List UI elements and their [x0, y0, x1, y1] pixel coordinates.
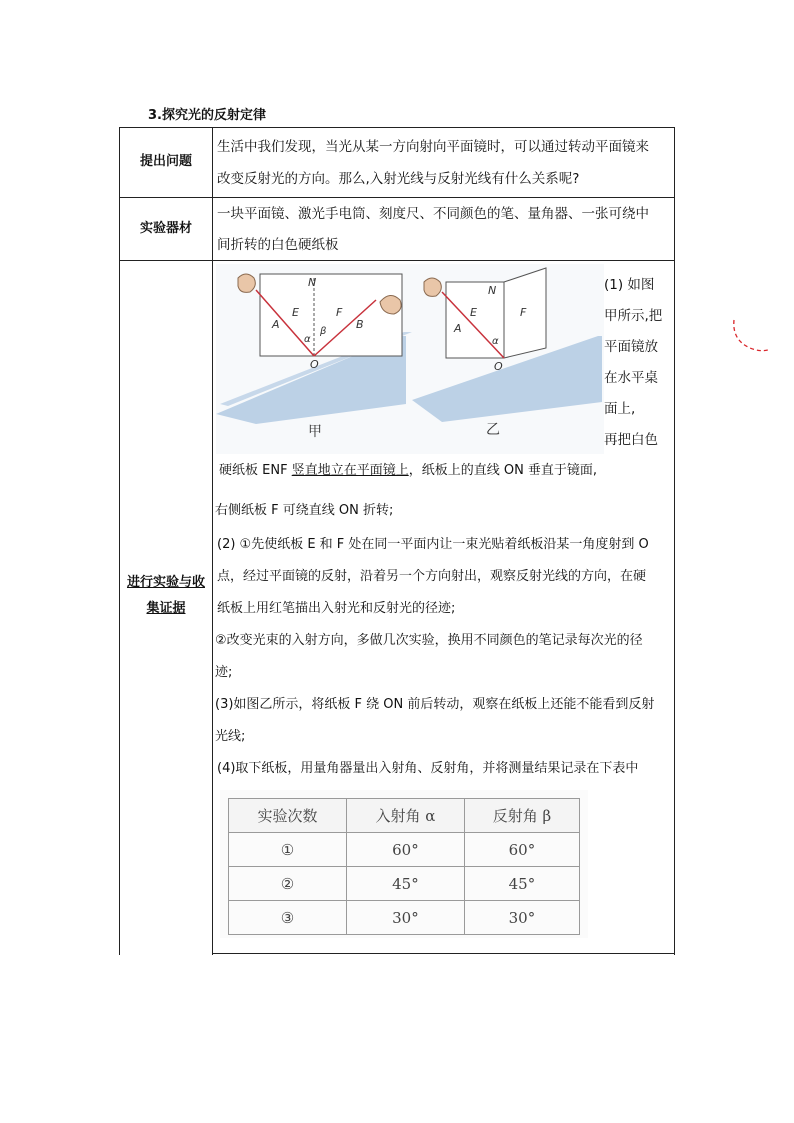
hand-left-icon	[238, 274, 255, 292]
label-N-yi: N	[488, 284, 497, 297]
table-cell: 45°	[464, 867, 579, 901]
step1-underlined: 竖直地立在平面镜上	[291, 463, 409, 478]
right-col-line: 平面镜放	[604, 339, 658, 355]
table-cell: 30°	[464, 901, 579, 935]
caption-yi: 乙	[486, 422, 500, 438]
step1-line2: 右侧纸板 F 可绕直线 ON 折转;	[215, 503, 394, 518]
section-title: 3.探究光的反射定律	[148, 108, 266, 123]
table-header: 反射角 β	[464, 799, 579, 833]
table-cell: ③	[229, 901, 347, 935]
row-label-experiment	[120, 570, 212, 622]
caption-jia: 甲	[308, 424, 322, 440]
label-O-jia: O	[310, 358, 319, 371]
row-label-materials: 实验器材	[139, 221, 192, 236]
label-N-jia: N	[308, 276, 317, 289]
materials-text-1: 一块平面镜、激光手电筒、刻度尺、不同颜色的笔、量角器、一张可绕中	[217, 206, 649, 222]
board-jia	[260, 274, 402, 356]
step2b-line1: ②改变光束的入射方向，多做几次实验，换用不同颜色的笔记录每次光的径	[215, 633, 643, 648]
experiment-label-line1: 进行实验与收	[126, 575, 205, 590]
table-cell: 60°	[347, 833, 465, 867]
label-A-yi: A	[454, 322, 462, 335]
step1-line1	[219, 454, 675, 488]
step2b-line2: 迹;	[215, 665, 233, 680]
table-row	[229, 867, 580, 901]
question-text-1: 生活中我们发现，当光从某一方向射向平面镜时，可以通过转动平面镜来	[217, 139, 649, 155]
red-annotation-arc	[730, 318, 770, 354]
row-label-question: 提出问题	[139, 154, 192, 169]
table-cell: 45°	[347, 867, 465, 901]
step1-right-column	[604, 270, 666, 456]
measurement-table	[228, 798, 580, 935]
materials-text-2: 间折转的白色硬纸板	[217, 237, 339, 253]
right-col-line: (1) 如图	[604, 277, 655, 293]
label-E-yi: E	[470, 306, 477, 319]
step3-line1: (3)如图乙所示，将纸板 F 绕 ON 前后转动，观察在纸板上还能不能看到反射	[215, 697, 655, 712]
table-row	[229, 833, 580, 867]
label-alpha-yi: α	[492, 336, 499, 347]
step1-part-b: ，纸板上的直线 ON 垂直于镜面,	[408, 463, 598, 478]
table-cell: ①	[229, 833, 347, 867]
step3-line2: 光线;	[215, 729, 246, 744]
reflection-figure	[216, 264, 604, 454]
table-header: 入射角 α	[347, 799, 465, 833]
label-F-jia: F	[336, 306, 343, 319]
label-A-jia: A	[272, 318, 280, 331]
question-text-2: 改变反射光的方向。那么,入射光线与反射光线有什么关系呢?	[217, 171, 580, 187]
label-B-jia: B	[356, 318, 364, 331]
hand-yi-icon	[424, 278, 441, 296]
right-col-line: 面上,	[604, 401, 636, 417]
table-cell: ②	[229, 867, 347, 901]
table-cell: 30°	[347, 901, 465, 935]
right-col-line: 再把白色	[604, 432, 658, 448]
table-header: 实验次数	[229, 799, 347, 833]
label-E-jia: E	[292, 306, 299, 319]
step2-line1: (2) ①先使纸板 E 和 F 处在同一平面内让一束光贴着纸板沿某一角度射到 O	[217, 537, 649, 552]
table-header-row	[229, 799, 580, 833]
step2-line3: 纸板上用红笔描出入射光和反射光的径迹;	[217, 601, 456, 616]
step4-line: (4)取下纸板，用量角器量出入射角、反射角，并将测量结果记录在下表中	[217, 761, 639, 776]
table-cell: 60°	[464, 833, 579, 867]
right-col-line: 在水平桌	[604, 370, 658, 386]
right-col-line: 甲所示,把	[604, 308, 663, 324]
table-row	[229, 901, 580, 935]
label-beta-jia: β	[320, 326, 327, 337]
step1-part-a: 硬纸板 ENF	[219, 463, 292, 478]
label-F-yi: F	[520, 306, 527, 319]
experiment-label-line2: 集证据	[146, 601, 186, 616]
label-O-yi: O	[494, 360, 503, 373]
label-alpha-jia: α	[304, 334, 311, 345]
step2-line2: 点，经过平面镜的反射，沿着另一个方向射出，观察反射光线的方向，在硬	[217, 569, 647, 584]
